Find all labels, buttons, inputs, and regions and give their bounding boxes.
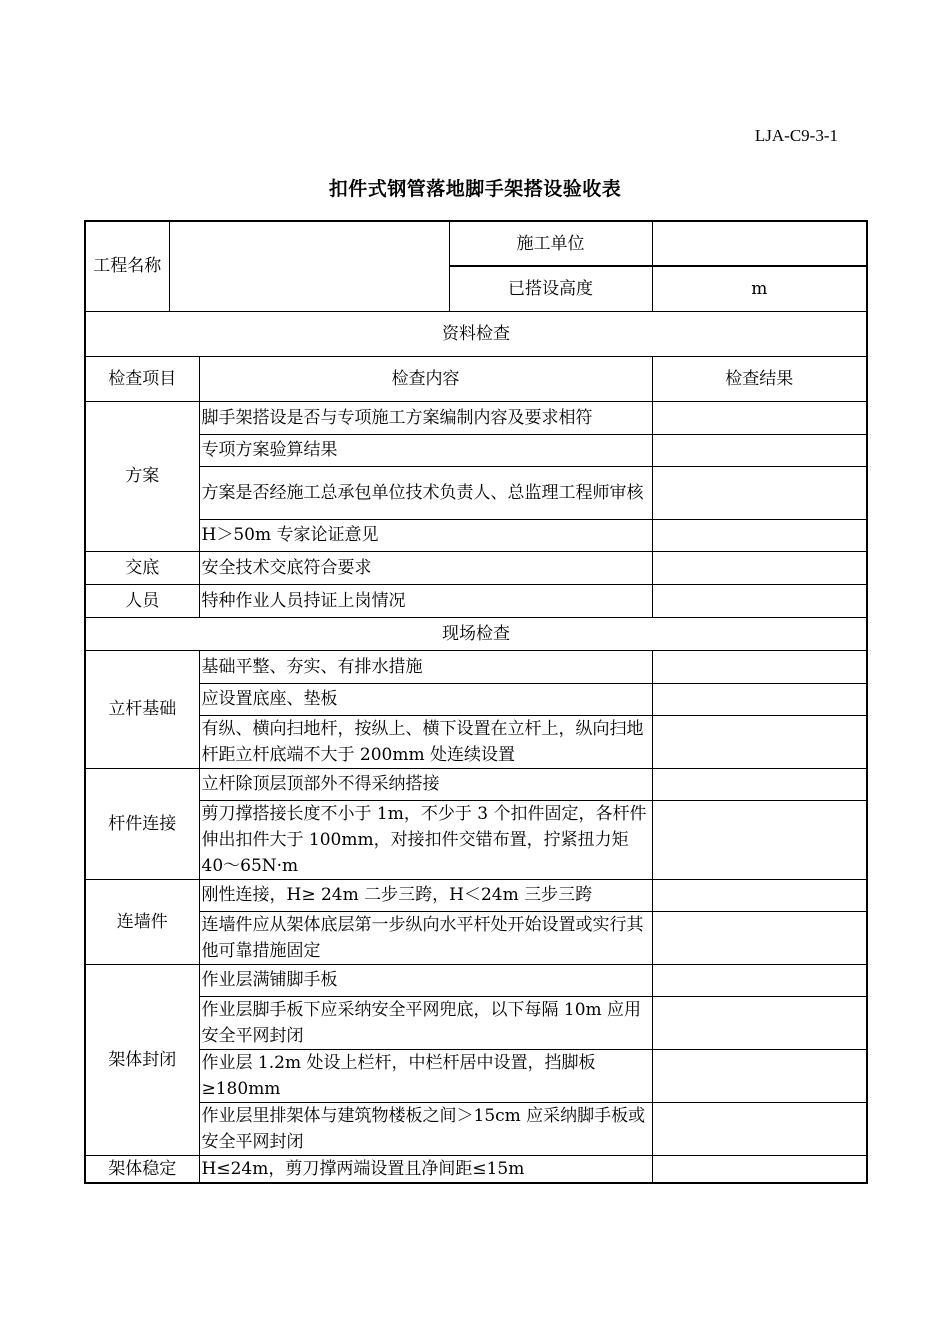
check-result-cell[interactable] xyxy=(652,1155,867,1183)
check-content: 作业层里排架体与建筑物楼板之间＞15cm 应采纳脚手板或安全平网封闭 xyxy=(199,1102,652,1155)
group-label-connection: 杆件连接 xyxy=(85,768,199,879)
check-content: 作业层 1.2m 处设上栏杆，中栏杆居中设置，挡脚板≥180mm xyxy=(199,1049,652,1102)
check-result-cell[interactable] xyxy=(652,768,867,800)
inspection-form-table xyxy=(84,220,868,1184)
height-field[interactable]: m xyxy=(652,266,867,311)
group-label-foundation: 立杆基础 xyxy=(85,650,199,768)
check-content: H≤24m，剪刀撑两端设置且净间距≤15m xyxy=(199,1155,652,1183)
check-content: 有纵、横向扫地杆，按纵上、横下设置在立杆上，纵向扫地杆距立杆底端不大于 200mm 处连续设置 xyxy=(199,715,652,768)
check-result-cell[interactable] xyxy=(652,519,867,551)
check-content: 立杆除顶层顶部外不得采纳搭接 xyxy=(199,768,652,800)
column-header-item: 检查项目 xyxy=(85,356,199,401)
check-content: 专项方案验算结果 xyxy=(199,434,652,466)
check-result-cell[interactable] xyxy=(652,401,867,434)
check-content: H＞50m 专家论证意见 xyxy=(199,519,652,551)
check-result-cell[interactable] xyxy=(652,911,867,964)
group-label-enclosure: 架体封闭 xyxy=(85,964,199,1155)
document-title: 扣件式钢管落地脚手架搭设验收表 xyxy=(328,178,622,200)
document-code: LJA-C9-3-1 xyxy=(754,126,838,145)
check-content: 方案是否经施工总承包单位技术负责人、总监理工程师审核 xyxy=(199,466,652,519)
check-content: 连墙件应从架体底层第一步纵向水平杆处开始设置或实行其他可靠措施固定 xyxy=(199,911,652,964)
check-result-cell[interactable] xyxy=(652,964,867,996)
project-name-field[interactable] xyxy=(169,221,449,311)
check-result-cell[interactable] xyxy=(652,683,867,715)
check-content: 剪刀撑搭接长度不小于 1m，不少于 3 个扣件固定，各杆件伸出扣件大于 100mm，对接扣件交错布置，拧紧扭力矩 40～65N·m xyxy=(199,800,652,879)
check-content: 刚性连接，H≥ 24m 二步三跨，H＜24m 三步三跨 xyxy=(199,879,652,911)
check-content: 作业层脚手板下应采纳安全平网兜底，以下每隔 10m 应用安全平网封闭 xyxy=(199,996,652,1049)
column-header-content: 检查内容 xyxy=(199,356,652,401)
construction-unit-label: 施工单位 xyxy=(449,221,652,266)
check-result-cell[interactable] xyxy=(652,879,867,911)
check-result-cell[interactable] xyxy=(652,434,867,466)
check-result-cell[interactable] xyxy=(652,1049,867,1102)
check-result-cell[interactable] xyxy=(652,715,867,768)
check-content: 安全技术交底符合要求 xyxy=(199,551,652,584)
group-label-wall-tie: 连墙件 xyxy=(85,879,199,964)
section-document-check: 资料检查 xyxy=(85,311,867,356)
group-label-personnel: 人员 xyxy=(85,584,199,617)
check-result-cell[interactable] xyxy=(652,551,867,584)
check-content: 应设置底座、垫板 xyxy=(199,683,652,715)
group-label-briefing: 交底 xyxy=(85,551,199,584)
section-site-check: 现场检查 xyxy=(85,617,867,650)
check-content: 脚手架搭设是否与专项施工方案编制内容及要求相符 xyxy=(199,401,652,434)
check-result-cell[interactable] xyxy=(652,996,867,1049)
group-label-stability: 架体稳定 xyxy=(85,1155,199,1183)
group-label-plan: 方案 xyxy=(85,401,199,551)
construction-unit-field[interactable] xyxy=(652,221,867,266)
column-header-result: 检查结果 xyxy=(652,356,867,401)
check-content: 特种作业人员持证上岗情况 xyxy=(199,584,652,617)
check-content: 基础平整、夯实、有排水措施 xyxy=(199,650,652,683)
check-result-cell[interactable] xyxy=(652,466,867,519)
check-result-cell[interactable] xyxy=(652,584,867,617)
check-content: 作业层满铺脚手板 xyxy=(199,964,652,996)
check-result-cell[interactable] xyxy=(652,650,867,683)
check-result-cell[interactable] xyxy=(652,1102,867,1155)
project-name-label: 工程名称 xyxy=(85,221,169,311)
height-label: 已搭设高度 xyxy=(449,266,652,311)
check-result-cell[interactable] xyxy=(652,800,867,879)
